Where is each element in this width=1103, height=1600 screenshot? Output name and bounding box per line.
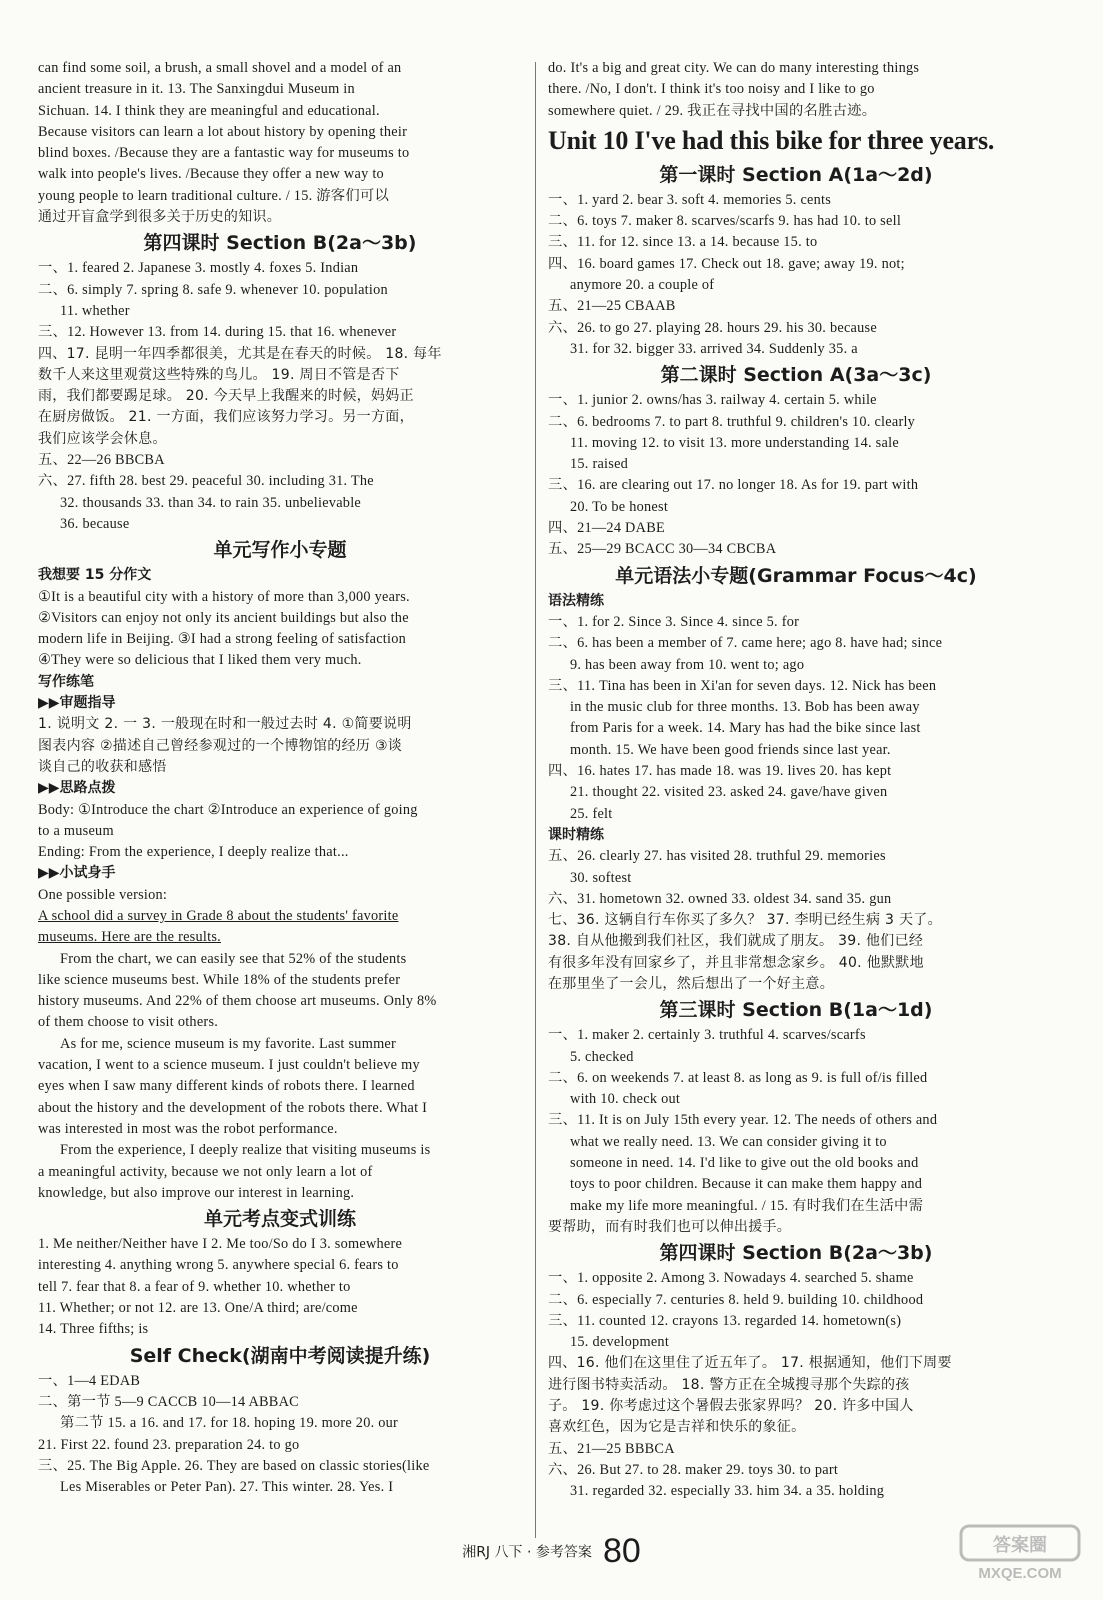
answer-line: interesting 4. anything wrong 5. anywhere special 6. fears to [38, 1257, 399, 1274]
answer-line: 三、25. The Big Apple. 26. They are based on classic stories(like [38, 1457, 430, 1474]
answer-line: 二、第一节 5—9 CACCB 10—14 ABBAC [38, 1393, 299, 1410]
answer-line: to a museum [38, 822, 114, 839]
answer-line: 四、17. 昆明一年四季都很美，尤其是在春天的时候。 18. 每年 [38, 345, 442, 362]
answer-line: 三、11. counted 12. crayons 13. regarded 14. hometown(s) [548, 1312, 902, 1329]
answer-line: 要帮助，而有时我们也可以伸出援手。 [548, 1218, 792, 1235]
answer-line: 三、11. It is on July 15th every year. 12. The needs of others and [548, 1112, 938, 1129]
section-heading: 第二课时 Section A(3a～3c) [660, 364, 932, 387]
answer-line: was interested in most was the robot performance. [38, 1120, 338, 1137]
answer-line: 三、11. Tina has been in Xi'an for seven days. 12. Nick has been [548, 677, 937, 694]
answer-line: 30. softest [570, 869, 632, 886]
answer-line: 六、26. But 27. to 28. maker 29. toys 30. to part [548, 1461, 839, 1478]
answer-line: from Paris for a week. 14. Mary has had the bike since last [570, 720, 921, 737]
answer-line: a meaningful activity, because we not only learn a lot of [38, 1163, 373, 1180]
answer-line: 31. regarded 32. especially 33. him 34. a 35. holding [570, 1483, 885, 1500]
answer-line: 5. checked [570, 1048, 634, 1065]
answer-line: 雨，我们都要踢足球。 20. 今天早上我醒来的时候，妈妈正 [38, 388, 414, 405]
answer-line: 一、1. for 2. Since 3. Since 4. since 5. for [548, 613, 800, 630]
section-heading: 第三课时 Section B(1a～1d) [659, 999, 933, 1022]
answer-line: 四、21—24 DABE [548, 520, 665, 537]
answer-line: 我们应该学会休息。 [38, 430, 167, 447]
answer-line: 六、31. hometown 32. owned 33. oldest 34. sand 35. gun [548, 890, 892, 907]
answer-line: ②Visitors can enjoy not only its ancient buildings but also the [38, 609, 409, 626]
answer-line: 11. whether [60, 302, 130, 319]
answer-line: 21. First 22. found 23. preparation 24. to go [38, 1436, 300, 1453]
answer-line: in the music club for three months. 13. Bob has been away [570, 699, 920, 716]
answer-line: 9. has been away from 10. went to; ago [570, 656, 805, 673]
answer-line: do. It's a big and great city. We can do many interesting things [548, 60, 920, 76]
answer-line: 一、1. opposite 2. Among 3. Nowadays 4. searched 5. shame [548, 1270, 914, 1287]
answer-line: Sichuan. 14. I think they are meaningful and educational. [38, 102, 380, 119]
answer-line: 二、6. has been a member of 7. came here; ago 8. have had; since [548, 635, 943, 652]
answer-line: 五、21—25 BBBCA [548, 1440, 675, 1457]
answer-line: 五、25—29 BCACC 30—34 CBCBA [548, 541, 777, 558]
answer-line: 三、12. However 13. from 14. during 15. that 16. whenever [38, 324, 397, 341]
section-heading: 第四课时 Section B(2a～3b) [659, 1242, 933, 1265]
page-footer [0, 1532, 1103, 1571]
section-heading: Self Check(湖南中考阅读提升练) [129, 1344, 431, 1367]
answer-line: someone in need. 14. I'd like to give out the old books and [570, 1155, 919, 1172]
answer-line: 六、27. fifth 28. best 29. peaceful 30. including 31. The [38, 473, 374, 490]
answer-line: 11. moving 12. to visit 13. more understanding 14. sale [570, 434, 899, 451]
watermark-bottom-text: MXQE.COM [978, 1565, 1062, 1582]
answer-line: 子。 19. 你考虑过这个暑假去张家界吗？ 20. 许多中国人 [548, 1398, 914, 1415]
answer-line: ①It is a beautiful city with a history of more than 3,000 years. [38, 588, 410, 605]
section-heading: 第一课时 Section A(1a～2d) [659, 163, 933, 186]
watermark-top-text: 答案圈 [993, 1535, 1047, 1556]
subheading: ▶▶审题指导 [38, 695, 116, 712]
answer-line: with 10. check out [570, 1091, 681, 1108]
subheading: ▶▶思路点拨 [38, 780, 116, 797]
answer-line: what we really need. 13. We can consider giving it to [570, 1133, 887, 1150]
answer-line: 一、1. feared 2. Japanese 3. mostly 4. foxes 5. Indian [38, 260, 359, 277]
answer-line: ④They were so delicious that I liked them very much. [38, 652, 362, 669]
answer-line: 三、11. for 12. since 13. a 14. because 15. to [548, 234, 818, 251]
answer-line: 36. because [60, 515, 130, 532]
answer-line: One possible version: [38, 886, 168, 903]
answer-line: A school did a survey in Grade 8 about the students' favorite [38, 907, 399, 924]
answer-line: 通过开盲盒学到很多关于历史的知识。 [38, 209, 282, 226]
subheading: 写作练笔 [38, 673, 94, 690]
answer-line: walk into people's lives. /Because they offer a new way to [38, 166, 384, 183]
answer-line: 1. 说明文 2. 一 3. 一般现在时和一般过去时 4. ①简要说明 [38, 716, 412, 733]
answer-line: As for me, science museum is my favorite. Last summer [60, 1035, 397, 1052]
answer-line: 在那里坐了一会儿，然后想出了一个好主意。 [548, 975, 834, 992]
answer-line: make my life more meaningful. / 15. 有时我们在生活中需 [570, 1197, 924, 1214]
answer-line: 15. raised [570, 456, 629, 473]
answer-line: history museums. And 22% of them choose art museums. Only 8% [38, 993, 437, 1010]
answer-line: 一、1. maker 2. certainly 3. truthful 4. scarves/scarfs [548, 1027, 866, 1044]
answer-line: of them choose to visit others. [38, 1014, 219, 1031]
answer-line: 三、16. are clearing out 17. no longer 18. As for 19. part with [548, 477, 919, 494]
answer-line: 四、16. 他们在这里住了近五年了。 17. 根据通知，他们下周要 [548, 1355, 952, 1372]
answer-line: 14. Three fifths; is [38, 1321, 149, 1338]
answer-line: From the experience, I deeply realize that visiting museums is [60, 1142, 431, 1159]
answer-line: Because visitors can learn a lot about history by opening their [38, 123, 408, 140]
answer-line: ancient treasure in it. 13. The Sanxingdui Museum in [38, 81, 355, 98]
answer-line: 六、26. to go 27. playing 28. hours 29. his 30. because [548, 319, 877, 336]
answer-line: 二、6. simply 7. spring 8. safe 9. whenever 10. population [38, 281, 388, 298]
answer-line: museums. Here are the results. [38, 929, 221, 946]
answer-line: 四、16. hates 17. has made 18. was 19. lives 20. has kept [548, 763, 892, 780]
answer-line: 五、26. clearly 27. has visited 28. truthful 29. memories [548, 848, 886, 865]
section-heading: 单元语法小专题(Grammar Focus～4c) [615, 564, 977, 587]
answer-line: 图表内容 ②描述自己曾经参观过的一个博物馆的经历 ③谈 [38, 737, 403, 754]
answer-line: 1. Me neither/Neither have I 2. Me too/So do I 3. somewhere [38, 1236, 403, 1253]
answer-line: toys to poor children. Because it can make them happy and [570, 1176, 923, 1193]
answer-line: 一、1. junior 2. owns/has 3. railway 4. certain 5. while [548, 392, 877, 409]
answer-line: 25. felt [570, 805, 613, 822]
answer-line: 二、6. especially 7. centuries 8. held 9. building 10. childhood [548, 1291, 924, 1308]
answer-line: tell 7. fear that 8. a fear of 9. whether 10. whether to [38, 1278, 351, 1295]
answer-line: 15. development [570, 1334, 670, 1351]
answer-line: anymore 20. a couple of [570, 277, 715, 294]
answer-line: 二、6. bedrooms 7. to part 8. truthful 9. children's 10. clearly [548, 413, 916, 430]
answer-line: knowledge, but also improve our interest in learning. [38, 1184, 355, 1201]
section-heading: 单元写作小专题 [213, 539, 347, 562]
answer-line: blind boxes. /Because they are a fantastic way for museums to [38, 145, 410, 162]
answer-line: 32. thousands 33. than 34. to rain 35. unbelievable [60, 494, 362, 511]
answer-line: Ending: From the experience, I deeply realize that... [38, 844, 349, 861]
answer-line: Les Miserables or Peter Pan). 27. This winter. 28. Yes. I [60, 1479, 394, 1496]
section-heading: Unit 10 I've had this bike for three years. [548, 125, 995, 155]
answer-line: 谈自己的收获和感悟 [38, 758, 167, 775]
answer-line: vacation, I went to a science museum. I just couldn't believe my [38, 1057, 420, 1074]
section-heading: 第四课时 Section B(2a～3b) [143, 232, 417, 255]
answer-line: 31. for 32. bigger 33. arrived 34. Suddenly 35. a [570, 340, 858, 357]
page-number: 80 [602, 1532, 641, 1570]
column-divider [535, 62, 536, 1538]
right-column [548, 58, 1044, 1503]
answer-line: Body: ①Introduce the chart ②Introduce an experience of going [38, 801, 418, 818]
answer-line: young people to learn traditional culture. / 15. 游客们可以 [38, 187, 389, 204]
answer-line: 11. Whether; or not 12. are 13. One/A third; are/come [38, 1300, 358, 1317]
answer-line: 四、16. board games 17. Check out 18. gave; away 19. not; [548, 255, 905, 272]
answer-line: 五、22—26 BBCBA [38, 452, 165, 469]
answer-line: 在厨房做饭。 21. 一方面，我们应该努力学习。另一方面， [38, 409, 414, 426]
answer-line: modern life in Beijing. ③I had a strong feeling of satisfaction [38, 631, 407, 648]
subheading: 我想要 15 分作文 [38, 567, 152, 584]
answer-line: can find some soil, a brush, a small shovel and a model of an [38, 60, 402, 76]
answer-line: 20. To be honest [570, 498, 669, 515]
answer-line: 21. thought 22. visited 23. asked 24. gave/have given [570, 784, 888, 801]
answer-line: 数千人来这里观赏这些特殊的鸟儿。 19. 周日不管是否下 [38, 366, 400, 383]
answer-line: about the history and the development of the robots there. What I [38, 1099, 428, 1116]
answer-line: 二、6. toys 7. maker 8. scarves/scarfs 9. has had 10. to sell [548, 213, 902, 230]
section-heading: 单元考点变式训练 [203, 1208, 356, 1231]
answer-line: eyes when I saw many different kinds of robots there. I learned [38, 1078, 415, 1095]
answer-line: 有很多年没有回家乡了，并且非常想念家乡。 40. 他默默地 [548, 954, 924, 971]
answer-line: 一、1—4 EDAB [38, 1372, 141, 1389]
answer-line: 七、36. 这辆自行车你买了多久？ 37. 李明已经生病 3 天了。 [548, 912, 942, 929]
subheading: ▶▶小试身手 [38, 865, 116, 882]
left-column [38, 58, 522, 1498]
answer-line: 一、1. yard 2. bear 3. soft 4. memories 5. cents [548, 191, 832, 208]
answer-line: 第二节 15. a 16. and 17. for 18. hoping 19. more 20. our [60, 1415, 399, 1432]
answer-line: 进行图书特卖活动。 18. 警方正在全城搜寻那个失踪的孩 [548, 1376, 910, 1393]
answer-line: there. /No, I don't. I think it's too noisy and I like to go [548, 81, 875, 98]
footer-text: 湘RJ 八下 · 参考答案 [462, 1544, 592, 1561]
answer-line: 五、21—25 CBAAB [548, 298, 676, 315]
answer-line: 喜欢红色，因为它是吉祥和快乐的象征。 [548, 1419, 806, 1436]
answer-line: somewhere quiet. / 29. 我正在寻找中国的名胜古迹。 [548, 102, 877, 119]
watermark-logo [959, 1524, 1081, 1582]
subheading: 课时精练 [548, 826, 604, 843]
answer-line: 38. 自从他搬到我们社区，我们就成了朋友。 39. 他们已经 [548, 933, 924, 950]
answer-line: month. 15. We have been good friends since last year. [570, 741, 891, 758]
answer-line: like science museums best. While 18% of the students prefer [38, 971, 401, 988]
answer-line: 二、6. on weekends 7. at least 8. as long as 9. is full of/is filled [548, 1069, 928, 1086]
subheading: 语法精练 [548, 592, 604, 609]
answer-line: From the chart, we can easily see that 52% of the students [60, 950, 407, 967]
